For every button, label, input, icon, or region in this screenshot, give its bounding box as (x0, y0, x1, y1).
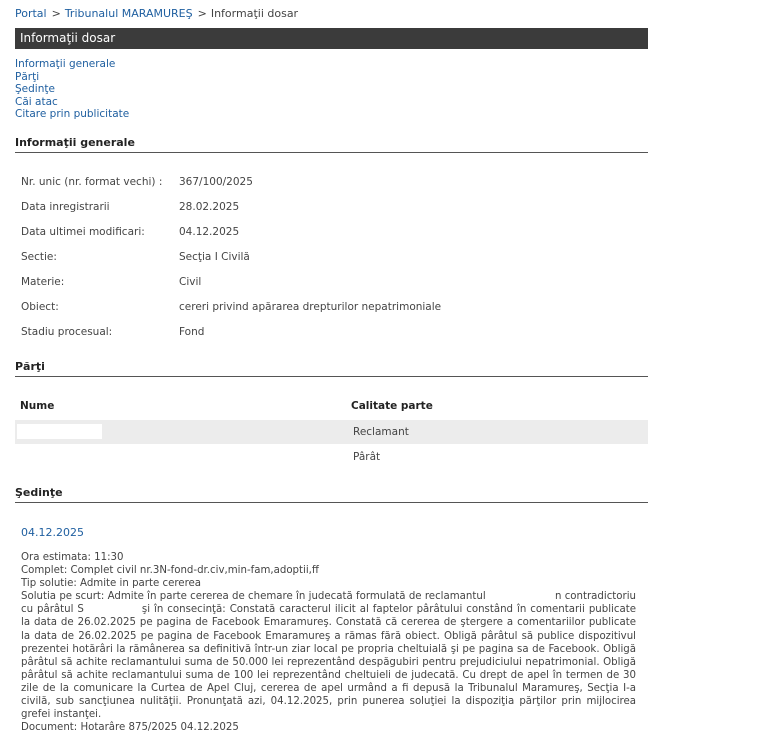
info-value: 367/100/2025 (179, 176, 253, 188)
breadcrumb-separator: > (197, 7, 207, 20)
solution-text-part: n contradictoriu cu pârâtul S (21, 591, 637, 616)
breadcrumb (15, 7, 298, 20)
solution-summary (21, 590, 636, 721)
link-parti[interactable]: Părţi (15, 70, 40, 83)
breadcrumb-separator: > (51, 7, 61, 20)
column-header-calitate: Calitate parte (351, 400, 433, 412)
hearing-panel: Complet: Complet civil nr.3N-fond-dr.civ,min-fam,adoptii,ff (21, 565, 319, 577)
party-role: Reclamant (353, 426, 409, 438)
breadcrumb-portal-link[interactable]: Portal (15, 7, 47, 20)
breadcrumb-current: Informaţii dosar (210, 7, 299, 20)
section-heading-sedinte: Şedinţe (15, 486, 648, 503)
info-label: Data inregistrarii (21, 201, 110, 213)
redacted-name (489, 591, 555, 601)
hearing-date: 04.12.2025 (21, 526, 84, 539)
redacted-name (84, 604, 142, 614)
link-sedinte[interactable]: Şedinţe (15, 83, 55, 95)
section-heading-parti: Părţi (15, 360, 648, 377)
link-informatii-generale[interactable]: Informaţii generale (15, 58, 116, 70)
page-title-bar: Informaţii dosar (15, 28, 648, 49)
table-row (15, 420, 648, 444)
solution-type: Tip solutie: Admite in parte cererea (21, 578, 202, 590)
link-cai-atac[interactable]: Căi atac (15, 95, 58, 108)
info-label: Stadiu procesual: (21, 326, 113, 338)
table-row (15, 445, 648, 469)
info-value: cereri privind apărarea drepturilor nepatrimoniale (179, 301, 442, 313)
section-links (15, 58, 129, 121)
solution-text-part: şi în consecinţă: Constată caracterul ilicit al faptelor pârâtului constând în comentarii publicate la data de 26.02.2025 pe pagina de Facebook Emaramureş. Constată că cererea de ştergere a comentariilor publicate la data de 26.02.2025 pe pagina de Facebook Emaramureş a rămas fără obiect. Obligă pârâtul să publice dispozitivul prezentei hotărâri la rămânerea sa definitivă într-un ziar local pe propria cheltuială şi pe pagina sa de Facebook. Obligă pârâtul să achite reclamantului suma de 50.000 lei reprezentând despăgubiri pentru prejudiciului nepatrimonial. Obligă pârâtul să achite reclamantului suma de 100 lei reprezentând cheltuieli de judecată. Cu drept de apel în termen de 30 zile de la comunicare la Curtea de Apel Cluj, cererea de apel urmând a fi depusă la Tribunalul Maramureş, Secţia I-a civilă, sub sancţiunea nulităţii. Pronunţată azi, 04.12.2025, prin punerea soluţiei la dispoziţia părţilor prin mijlocirea grefei instanţei. (21, 604, 636, 721)
info-value: 04.12.2025 (179, 226, 240, 238)
column-header-nume: Nume (20, 400, 55, 412)
info-label: Obiect: (21, 301, 59, 313)
breadcrumb-court-link[interactable]: Tribunalul MARAMUREŞ (64, 7, 193, 20)
info-value: Fond (179, 326, 205, 338)
info-label: Nr. unic (nr. format vechi) : (21, 176, 163, 188)
info-value: Civil (179, 276, 202, 288)
info-label: Data ultimei modificari: (21, 226, 145, 238)
solution-text-part: Solutia pe scurt: Admite în parte cererea de chemare în judecată formulată de reclamantul (21, 591, 486, 603)
section-heading-general: Informaţii generale (15, 136, 648, 153)
info-label: Sectie: (21, 251, 57, 263)
redacted-name (17, 449, 102, 464)
info-value: 28.02.2025 (179, 201, 240, 213)
info-label: Materie: (21, 276, 65, 288)
hearing-time: Ora estimata: 11:30 (21, 552, 124, 563)
party-role: Pârât (353, 451, 381, 463)
redacted-name (17, 424, 102, 439)
hearing-details (21, 551, 636, 734)
link-citare-publicitate[interactable]: Citare prin publicitate (15, 108, 130, 120)
hearing-document: Document: Hotarâre 875/2025 04.12.2025 (21, 722, 239, 734)
info-value: Secţia I Civilă (179, 251, 250, 263)
